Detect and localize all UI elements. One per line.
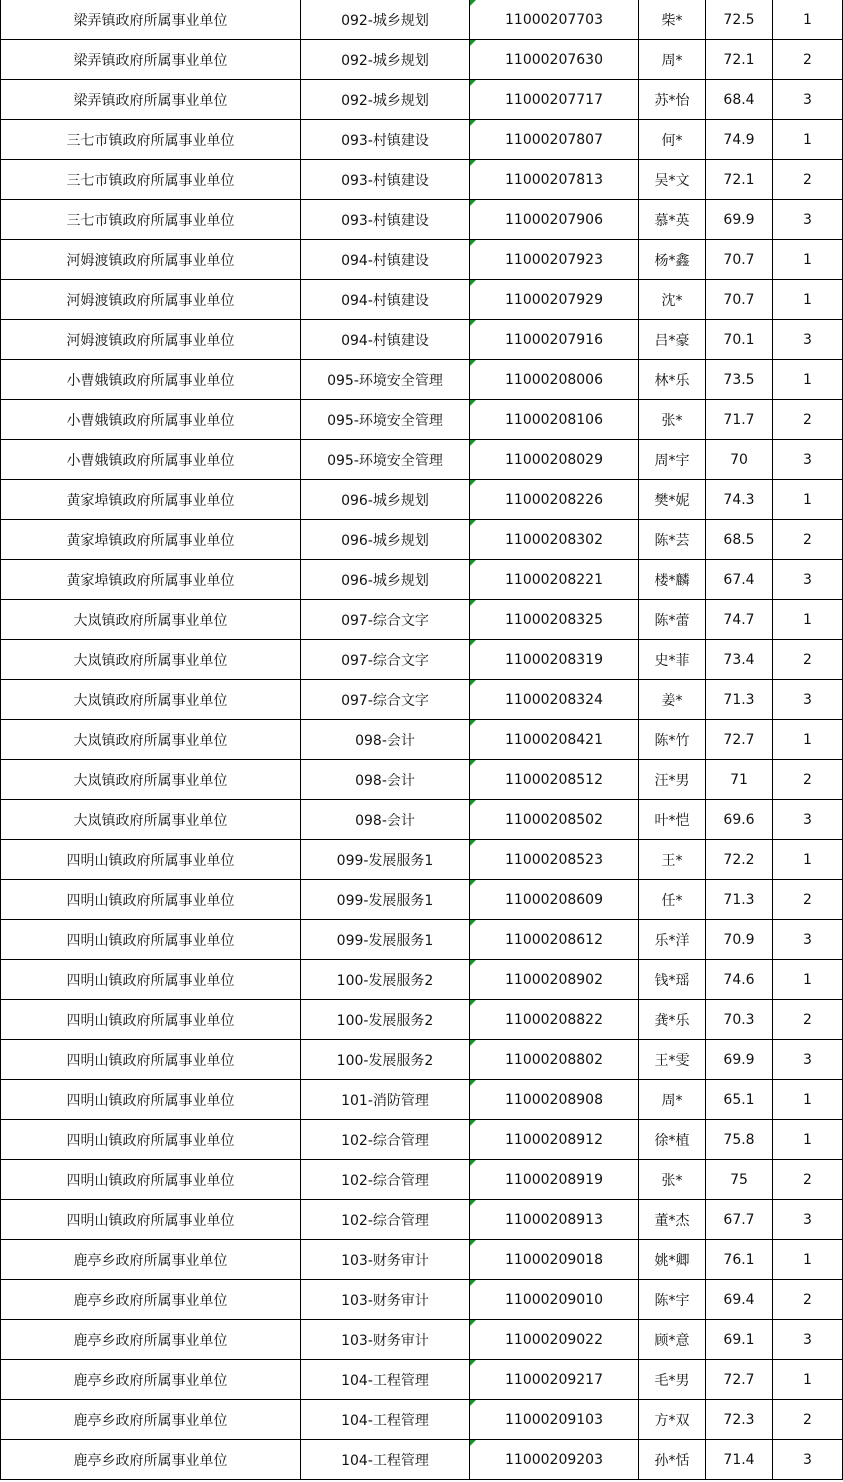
candidate-name-cell: 周*	[639, 1080, 706, 1120]
ticket-number-cell: 11000207807	[470, 120, 639, 160]
ticket-number-cell: 11000208609	[470, 880, 639, 920]
rank-cell: 1	[773, 720, 843, 760]
score-cell: 69.9	[706, 1040, 773, 1080]
ticket-number-cell: 11000208421	[470, 720, 639, 760]
candidate-name-cell: 陈*竹	[639, 720, 706, 760]
ticket-number-cell: 11000208221	[470, 560, 639, 600]
score-cell: 69.4	[706, 1280, 773, 1320]
score-cell: 73.5	[706, 360, 773, 400]
position-cell: 104-工程管理	[301, 1440, 470, 1480]
score-cell: 72.2	[706, 840, 773, 880]
unit-cell: 大岚镇政府所属事业单位	[1, 720, 301, 760]
candidate-name-cell: 何*	[639, 120, 706, 160]
position-cell: 098-会计	[301, 760, 470, 800]
ticket-number-cell: 11000208612	[470, 920, 639, 960]
rank-cell: 2	[773, 880, 843, 920]
table-row	[1, 1200, 843, 1240]
unit-cell: 四明山镇政府所属事业单位	[1, 920, 301, 960]
rank-cell: 2	[773, 1160, 843, 1200]
ticket-number-cell: 11000208512	[470, 760, 639, 800]
candidate-name-cell: 乐*洋	[639, 920, 706, 960]
candidate-name-cell: 柴*	[639, 0, 706, 40]
score-cell: 69.6	[706, 800, 773, 840]
ticket-number-cell: 11000208822	[470, 1000, 639, 1040]
unit-cell: 黄家埠镇政府所属事业单位	[1, 520, 301, 560]
rank-cell: 2	[773, 1000, 843, 1040]
candidate-name-cell: 张*	[639, 1160, 706, 1200]
table-row	[1, 280, 843, 320]
unit-cell: 鹿亭乡政府所属事业单位	[1, 1320, 301, 1360]
candidate-name-cell: 张*	[639, 400, 706, 440]
ticket-number-cell: 11000207703	[470, 0, 639, 40]
candidate-name-cell: 沈*	[639, 280, 706, 320]
ticket-number-cell: 11000207630	[470, 40, 639, 80]
rank-cell: 2	[773, 1280, 843, 1320]
rank-cell: 3	[773, 80, 843, 120]
unit-cell: 三七市镇政府所属事业单位	[1, 120, 301, 160]
table-row	[1, 320, 843, 360]
ticket-number-cell: 11000209018	[470, 1240, 639, 1280]
rank-cell: 1	[773, 360, 843, 400]
score-cell: 74.7	[706, 600, 773, 640]
table-row	[1, 800, 843, 840]
ticket-number-cell: 11000209022	[470, 1320, 639, 1360]
unit-cell: 鹿亭乡政府所属事业单位	[1, 1360, 301, 1400]
unit-cell: 四明山镇政府所属事业单位	[1, 960, 301, 1000]
score-cell: 74.3	[706, 480, 773, 520]
table-row	[1, 440, 843, 480]
ticket-number-cell: 11000208919	[470, 1160, 639, 1200]
unit-cell: 大岚镇政府所属事业单位	[1, 640, 301, 680]
rank-cell: 1	[773, 1360, 843, 1400]
table-row	[1, 0, 843, 40]
score-cell: 75	[706, 1160, 773, 1200]
rank-cell: 1	[773, 1120, 843, 1160]
rank-cell: 3	[773, 1200, 843, 1240]
table-row	[1, 360, 843, 400]
rank-cell: 1	[773, 480, 843, 520]
unit-cell: 四明山镇政府所属事业单位	[1, 880, 301, 920]
candidate-name-cell: 吴*文	[639, 160, 706, 200]
table-row	[1, 120, 843, 160]
ticket-number-cell: 11000208325	[470, 600, 639, 640]
unit-cell: 大岚镇政府所属事业单位	[1, 800, 301, 840]
table-row	[1, 1120, 843, 1160]
table-row	[1, 1400, 843, 1440]
position-cell: 098-会计	[301, 800, 470, 840]
ticket-number-cell: 11000208502	[470, 800, 639, 840]
ticket-number-cell: 11000208226	[470, 480, 639, 520]
unit-cell: 鹿亭乡政府所属事业单位	[1, 1280, 301, 1320]
rank-cell: 1	[773, 0, 843, 40]
score-cell: 69.1	[706, 1320, 773, 1360]
ticket-number-cell: 11000208902	[470, 960, 639, 1000]
candidate-name-cell: 方*双	[639, 1400, 706, 1440]
score-cell: 72.7	[706, 720, 773, 760]
rank-cell: 3	[773, 320, 843, 360]
position-cell: 092-城乡规划	[301, 40, 470, 80]
ticket-number-cell: 11000208908	[470, 1080, 639, 1120]
score-cell: 67.7	[706, 1200, 773, 1240]
ticket-number-cell: 11000208912	[470, 1120, 639, 1160]
candidate-name-cell: 汪*男	[639, 760, 706, 800]
unit-cell: 鹿亭乡政府所属事业单位	[1, 1400, 301, 1440]
ticket-number-cell: 11000208006	[470, 360, 639, 400]
rank-cell: 3	[773, 920, 843, 960]
unit-cell: 小曹娥镇政府所属事业单位	[1, 400, 301, 440]
rank-cell: 2	[773, 640, 843, 680]
score-cell: 74.6	[706, 960, 773, 1000]
position-cell: 097-综合文字	[301, 600, 470, 640]
ticket-number-cell: 11000207923	[470, 240, 639, 280]
unit-cell: 大岚镇政府所属事业单位	[1, 680, 301, 720]
score-cell: 71.3	[706, 880, 773, 920]
position-cell: 100-发展服务2	[301, 1000, 470, 1040]
rank-cell: 1	[773, 600, 843, 640]
ticket-number-cell: 11000208106	[470, 400, 639, 440]
position-cell: 100-发展服务2	[301, 960, 470, 1000]
score-cell: 72.5	[706, 0, 773, 40]
candidate-name-cell: 姚*卿	[639, 1240, 706, 1280]
ticket-number-cell: 11000208523	[470, 840, 639, 880]
score-cell: 70.7	[706, 280, 773, 320]
score-cell: 71.3	[706, 680, 773, 720]
score-cell: 72.7	[706, 1360, 773, 1400]
table-row	[1, 560, 843, 600]
position-cell: 092-城乡规划	[301, 0, 470, 40]
rank-cell: 3	[773, 440, 843, 480]
candidate-name-cell: 樊*妮	[639, 480, 706, 520]
candidate-name-cell: 杨*鑫	[639, 240, 706, 280]
score-cell: 70.9	[706, 920, 773, 960]
score-cell: 71	[706, 760, 773, 800]
score-cell: 73.4	[706, 640, 773, 680]
unit-cell: 小曹娥镇政府所属事业单位	[1, 360, 301, 400]
position-cell: 097-综合文字	[301, 640, 470, 680]
position-cell: 094-村镇建设	[301, 280, 470, 320]
table-row	[1, 760, 843, 800]
candidate-name-cell: 孙*恬	[639, 1440, 706, 1480]
table-row	[1, 640, 843, 680]
position-cell: 104-工程管理	[301, 1400, 470, 1440]
table-row	[1, 920, 843, 960]
position-cell: 103-财务审计	[301, 1280, 470, 1320]
rank-cell: 1	[773, 840, 843, 880]
candidate-name-cell: 任*	[639, 880, 706, 920]
table-row	[1, 600, 843, 640]
rank-cell: 2	[773, 520, 843, 560]
table-row	[1, 1280, 843, 1320]
candidate-name-cell: 陈*芸	[639, 520, 706, 560]
rank-cell: 3	[773, 800, 843, 840]
score-cell: 68.5	[706, 520, 773, 560]
score-cell: 72.1	[706, 40, 773, 80]
table-row	[1, 880, 843, 920]
score-cell: 74.9	[706, 120, 773, 160]
unit-cell: 三七市镇政府所属事业单位	[1, 200, 301, 240]
table-row	[1, 840, 843, 880]
rank-cell: 3	[773, 1040, 843, 1080]
rank-cell: 2	[773, 400, 843, 440]
unit-cell: 三七市镇政府所属事业单位	[1, 160, 301, 200]
candidate-name-cell: 周*宇	[639, 440, 706, 480]
unit-cell: 四明山镇政府所属事业单位	[1, 1040, 301, 1080]
rank-cell: 1	[773, 280, 843, 320]
table-row	[1, 1440, 843, 1480]
unit-cell: 梁弄镇政府所属事业单位	[1, 80, 301, 120]
rank-cell: 3	[773, 1440, 843, 1480]
unit-cell: 四明山镇政府所属事业单位	[1, 1000, 301, 1040]
score-cell: 71.7	[706, 400, 773, 440]
position-cell: 099-发展服务1	[301, 920, 470, 960]
unit-cell: 四明山镇政府所属事业单位	[1, 1120, 301, 1160]
unit-cell: 河姆渡镇政府所属事业单位	[1, 320, 301, 360]
position-cell: 102-综合管理	[301, 1200, 470, 1240]
candidate-name-cell: 顾*意	[639, 1320, 706, 1360]
unit-cell: 河姆渡镇政府所属事业单位	[1, 280, 301, 320]
candidate-name-cell: 董*杰	[639, 1200, 706, 1240]
score-cell: 76.1	[706, 1240, 773, 1280]
rank-cell: 3	[773, 680, 843, 720]
candidate-name-cell: 陈*宇	[639, 1280, 706, 1320]
results-table-body	[1, 0, 843, 1480]
position-cell: 096-城乡规划	[301, 560, 470, 600]
rank-cell: 2	[773, 1400, 843, 1440]
table-row	[1, 720, 843, 760]
ticket-number-cell: 11000207916	[470, 320, 639, 360]
score-cell: 75.8	[706, 1120, 773, 1160]
position-cell: 095-环境安全管理	[301, 400, 470, 440]
ticket-number-cell: 11000207929	[470, 280, 639, 320]
table-row	[1, 960, 843, 1000]
table-row	[1, 1320, 843, 1360]
table-row	[1, 1000, 843, 1040]
unit-cell: 小曹娥镇政府所属事业单位	[1, 440, 301, 480]
position-cell: 094-村镇建设	[301, 320, 470, 360]
position-cell: 099-发展服务1	[301, 880, 470, 920]
unit-cell: 四明山镇政府所属事业单位	[1, 1080, 301, 1120]
unit-cell: 鹿亭乡政府所属事业单位	[1, 1240, 301, 1280]
ticket-number-cell: 11000209217	[470, 1360, 639, 1400]
ticket-number-cell: 11000208913	[470, 1200, 639, 1240]
candidate-name-cell: 徐*植	[639, 1120, 706, 1160]
position-cell: 103-财务审计	[301, 1320, 470, 1360]
position-cell: 094-村镇建设	[301, 240, 470, 280]
candidate-name-cell: 楼*麟	[639, 560, 706, 600]
ticket-number-cell: 11000207813	[470, 160, 639, 200]
unit-cell: 四明山镇政府所属事业单位	[1, 840, 301, 880]
rank-cell: 2	[773, 760, 843, 800]
position-cell: 102-综合管理	[301, 1160, 470, 1200]
position-cell: 099-发展服务1	[301, 840, 470, 880]
table-row	[1, 680, 843, 720]
unit-cell: 四明山镇政府所属事业单位	[1, 1160, 301, 1200]
candidate-name-cell: 慕*英	[639, 200, 706, 240]
rank-cell: 3	[773, 200, 843, 240]
ticket-number-cell: 11000208802	[470, 1040, 639, 1080]
score-cell: 65.1	[706, 1080, 773, 1120]
score-cell: 68.4	[706, 80, 773, 120]
position-cell: 101-消防管理	[301, 1080, 470, 1120]
score-cell: 69.9	[706, 200, 773, 240]
candidate-name-cell: 叶*恺	[639, 800, 706, 840]
candidate-name-cell: 王*	[639, 840, 706, 880]
position-cell: 092-城乡规划	[301, 80, 470, 120]
ticket-number-cell: 11000208324	[470, 680, 639, 720]
position-cell: 098-会计	[301, 720, 470, 760]
score-cell: 67.4	[706, 560, 773, 600]
rank-cell: 1	[773, 240, 843, 280]
candidate-name-cell: 钱*瑶	[639, 960, 706, 1000]
score-cell: 72.1	[706, 160, 773, 200]
ticket-number-cell: 11000209103	[470, 1400, 639, 1440]
unit-cell: 大岚镇政府所属事业单位	[1, 760, 301, 800]
score-cell: 70.1	[706, 320, 773, 360]
unit-cell: 梁弄镇政府所属事业单位	[1, 40, 301, 80]
candidate-name-cell: 王*雯	[639, 1040, 706, 1080]
score-cell: 70.3	[706, 1000, 773, 1040]
candidate-name-cell: 姜*	[639, 680, 706, 720]
position-cell: 093-村镇建设	[301, 120, 470, 160]
unit-cell: 大岚镇政府所属事业单位	[1, 600, 301, 640]
ticket-number-cell: 11000207717	[470, 80, 639, 120]
rank-cell: 3	[773, 1320, 843, 1360]
position-cell: 104-工程管理	[301, 1360, 470, 1400]
candidate-name-cell: 吕*豪	[639, 320, 706, 360]
table-row	[1, 80, 843, 120]
unit-cell: 黄家埠镇政府所属事业单位	[1, 480, 301, 520]
rank-cell: 1	[773, 1080, 843, 1120]
position-cell: 093-村镇建设	[301, 160, 470, 200]
position-cell: 095-环境安全管理	[301, 360, 470, 400]
table-row	[1, 1240, 843, 1280]
table-row	[1, 1080, 843, 1120]
rank-cell: 3	[773, 560, 843, 600]
table-row	[1, 400, 843, 440]
table-row	[1, 1360, 843, 1400]
position-cell: 096-城乡规划	[301, 480, 470, 520]
candidate-name-cell: 苏*怡	[639, 80, 706, 120]
table-row	[1, 240, 843, 280]
position-cell: 103-财务审计	[301, 1240, 470, 1280]
rank-cell: 1	[773, 960, 843, 1000]
ticket-number-cell: 11000209010	[470, 1280, 639, 1320]
position-cell: 100-发展服务2	[301, 1040, 470, 1080]
table-row	[1, 40, 843, 80]
ticket-number-cell: 11000207906	[470, 200, 639, 240]
score-cell: 72.3	[706, 1400, 773, 1440]
position-cell: 096-城乡规划	[301, 520, 470, 560]
unit-cell: 鹿亭乡政府所属事业单位	[1, 1440, 301, 1480]
ticket-number-cell: 11000208029	[470, 440, 639, 480]
table-row	[1, 160, 843, 200]
rank-cell: 1	[773, 1240, 843, 1280]
rank-cell: 2	[773, 160, 843, 200]
candidate-name-cell: 陈*蕾	[639, 600, 706, 640]
score-cell: 70	[706, 440, 773, 480]
score-cell: 71.4	[706, 1440, 773, 1480]
candidate-name-cell: 林*乐	[639, 360, 706, 400]
position-cell: 097-综合文字	[301, 680, 470, 720]
candidate-name-cell: 周*	[639, 40, 706, 80]
table-row	[1, 1040, 843, 1080]
ticket-number-cell: 11000208319	[470, 640, 639, 680]
score-cell: 70.7	[706, 240, 773, 280]
unit-cell: 黄家埠镇政府所属事业单位	[1, 560, 301, 600]
table-row	[1, 520, 843, 560]
rank-cell: 1	[773, 120, 843, 160]
candidate-name-cell: 龚*乐	[639, 1000, 706, 1040]
position-cell: 093-村镇建设	[301, 200, 470, 240]
candidate-name-cell: 毛*男	[639, 1360, 706, 1400]
rank-cell: 2	[773, 40, 843, 80]
unit-cell: 梁弄镇政府所属事业单位	[1, 0, 301, 40]
unit-cell: 四明山镇政府所属事业单位	[1, 1200, 301, 1240]
table-row	[1, 200, 843, 240]
position-cell: 102-综合管理	[301, 1120, 470, 1160]
table-row	[1, 480, 843, 520]
ticket-number-cell: 11000208302	[470, 520, 639, 560]
table-row	[1, 1160, 843, 1200]
position-cell: 095-环境安全管理	[301, 440, 470, 480]
ticket-number-cell: 11000209203	[470, 1440, 639, 1480]
unit-cell: 河姆渡镇政府所属事业单位	[1, 240, 301, 280]
candidate-name-cell: 史*菲	[639, 640, 706, 680]
